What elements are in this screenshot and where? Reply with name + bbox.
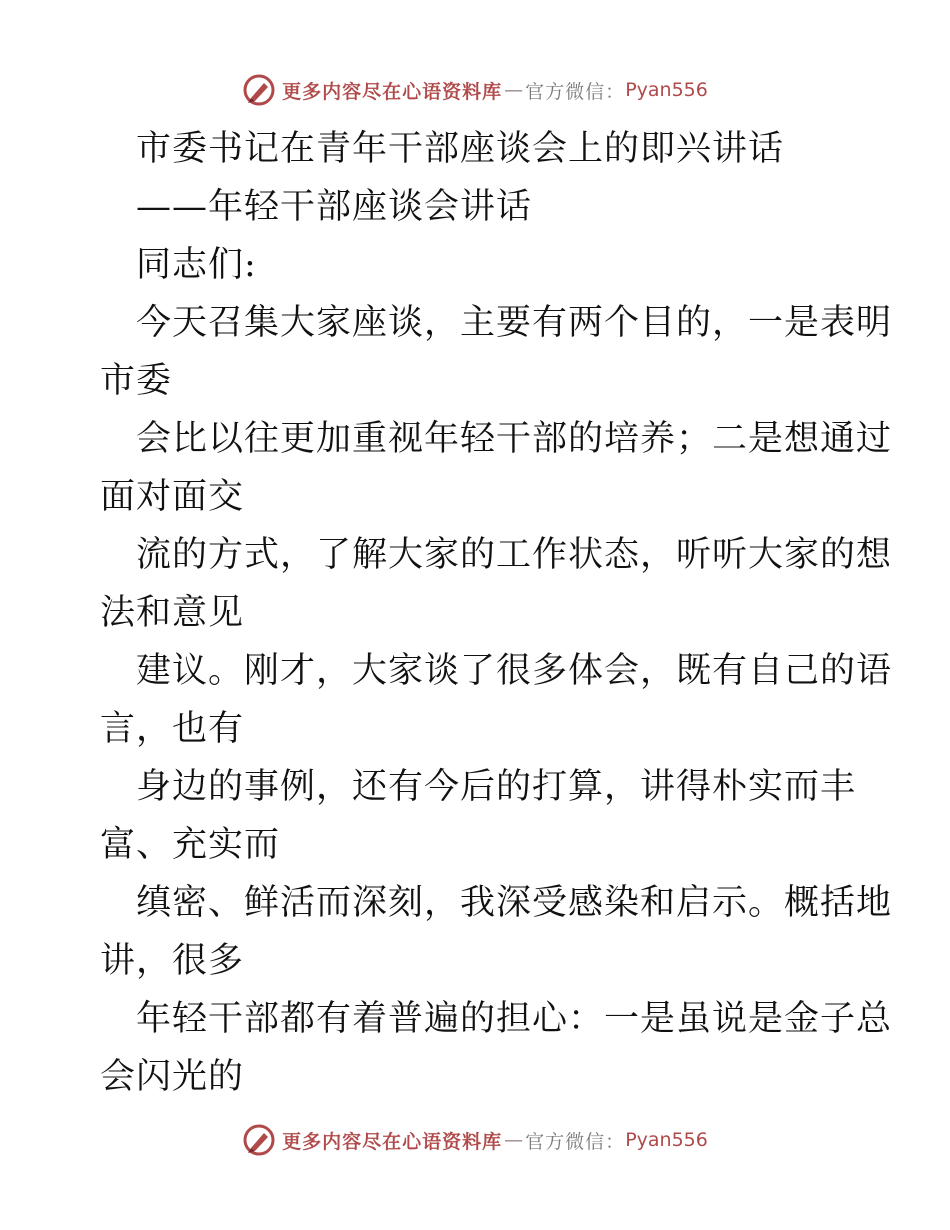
body-line: 面对面交 [100,477,245,517]
pen-logo-icon [242,1123,276,1157]
body-line: 会闪光的 [100,1057,245,1097]
pen-logo-icon [242,73,276,107]
banner-main-text: 更多内容尽在心语资料库 [282,1130,503,1153]
banner-dash: — [504,1129,524,1151]
body-line: 市委 [100,361,173,401]
document-title: 市委书记在青年干部座谈会上的即兴讲话 [136,129,785,169]
body-line: 言，也有 [100,709,245,749]
body-line: 今天召集大家座谈，主要有两个目的，一是表明 [136,303,893,343]
body-line: 身边的事例，还有今后的打算，讲得朴实而丰 [136,767,857,807]
body-line: 会比以往更加重视年轻干部的培养；二是想通过 [136,419,893,459]
body-line: 年轻干部都有着普遍的担心：一是虽说是金子总 [136,999,893,1039]
banner-wechat-id: Pyan556 [625,79,708,101]
body-line: 缜密、鲜活而深刻，我深受感染和启示。概括地 [136,883,893,923]
body-line: 建议。刚才，大家谈了很多体会，既有自己的语 [136,651,893,691]
footer-banner [0,1120,950,1160]
body-line: 富、充实而 [100,825,281,865]
banner-main-text: 更多内容尽在心语资料库 [282,80,503,103]
banner-wechat-id: Pyan556 [625,1129,708,1151]
header-banner [0,70,950,110]
banner-dash: — [504,79,524,101]
body-line: 流的方式，了解大家的工作状态，听听大家的想 [136,535,893,575]
salutation: 同志们: [136,245,257,285]
document-subtitle: ——年轻干部座谈会讲话 [136,187,533,227]
banner-wechat-label: 官方微信： [525,1130,626,1153]
banner-wechat-label: 官方微信： [525,80,626,103]
body-line: 法和意见 [100,593,245,633]
document-body [100,120,893,1106]
body-line: 讲，很多 [100,941,245,981]
